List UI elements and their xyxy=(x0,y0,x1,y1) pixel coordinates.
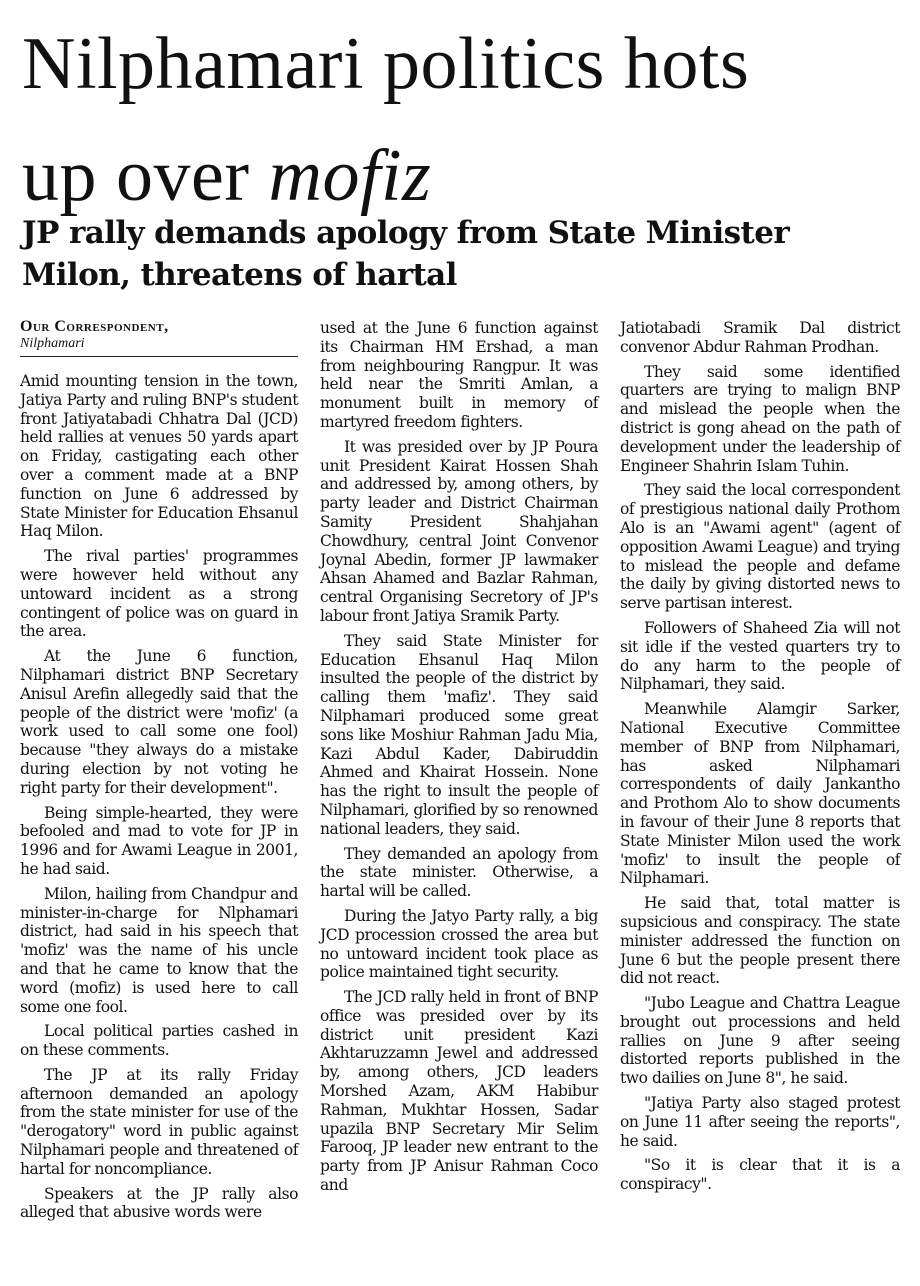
article-paragraph: It was presided over by JP Poura unit President Kairat Hossen Shah and addressed by, among others, by party leader and District Chairman Samity President Shahjahan Chowdhury, central Joint Convenor Joynal Abedin, former JP lawmaker Ahsan Ahamed and Bazlar Rahman, central Organising Secretory of JP's labour front Jatiya Sramik Party. xyxy=(320,437,598,625)
byline-author: Our Correspondent, xyxy=(20,318,169,335)
article-paragraph: Speakers at the JP rally also alleged that abusive words were xyxy=(20,1184,298,1222)
article-column-1 xyxy=(20,372,298,1228)
article-paragraph: During the Jatyo Party rally, a big JCD procession crossed the area but no untoward incident took place as police maintained tight security. xyxy=(320,906,598,982)
article-paragraph: At the June 6 function, Nilphamari district BNP Secretary Anisul Arefin allegedly said that the people of the district were 'mofiz' (a work used to call some one fool) because "they always do a mistake during election by not voting he right party for their development". xyxy=(20,647,298,797)
headline-line-1: Nilphamari politics hots xyxy=(22,23,750,105)
byline-divider xyxy=(20,356,298,357)
subheadline: JP rally demands apology from State Minister Milon, threatens of hartal xyxy=(22,215,790,293)
article-paragraph: Amid mounting tension in the town, Jatiya Party and ruling BNP's student front Jatiyatabadi Chhatra Dal (JCD) held rallies at venues 50 yards apart on Friday, castigating each other over a comment made at a BNP function on June 6 addressed by State Minister for Education Ehsanul Haq Milon. xyxy=(20,372,298,541)
article-paragraph: They said the local correspondent of prestigious national daily Prothom Alo is an "Awami agent" (agent of opposition Awami League) and trying to mislead the people and defame the daily by giving distorted news to serve partisan interest. xyxy=(620,481,900,613)
article-column-2 xyxy=(320,319,598,1201)
article-paragraph: Meanwhile Alamgir Sarker, National Executive Committee member of BNP from Nilphamari, has asked Nilphamari correspondents of daily Jankantho and Prothom Alo to show documents in favour of their June 8 reports that State Minister Milon used the work 'mofiz' to insult the people of Nilphamari. xyxy=(620,700,900,888)
article-column-3 xyxy=(620,319,900,1200)
article-paragraph: Followers of Shaheed Zia will not sit idle if the vested quarters try to do any harm to the people of Nilphamari, they said. xyxy=(620,618,900,694)
article-paragraph: "So it is clear that it is a conspiracy". xyxy=(620,1156,900,1194)
article-paragraph: The JP at its rally Friday afternoon demanded an apology from the state minister for use of the "derogatory" word in public against Nilphamari people and threatened of hartal for noncompliance. xyxy=(20,1065,298,1178)
article-paragraph: The JCD rally held in front of BNP office was presided over by its district unit president Kazi Akhtaruzzamn Jewel and addressed by, among others, JCD leaders Morshed Azam, AKM Habibur Rahman, Mukhtar Hossen, Sadar upazila BNP Secretary Mir Selim Farooq, JP leader new entrant to the party from JP Anisur Rahman Coco and xyxy=(320,988,598,1195)
headline xyxy=(22,8,902,232)
article-paragraph: They said some identified quarters are trying to malign BNP and mislead the people when the district is gong ahead on the path of development under the leadership of Engineer Shahrin Islam Tuhin. xyxy=(620,362,900,475)
headline-line-2: up over xyxy=(22,135,269,217)
article-paragraph: Being simple-hearted, they were befooled and mad to vote for JP in 1996 and for Awami League in 2001, he had said. xyxy=(20,803,298,878)
byline-dateline: Nilphamari xyxy=(20,336,85,351)
article-paragraph: He said that, total matter is supsicious and conspiracy. The state minister addressed the function on June 6 but the people present there did not react. xyxy=(620,894,900,988)
article-paragraph: The rival parties' programmes were however held without any untoward incident as a strong contingent of police was on guard in the area. xyxy=(20,547,298,641)
headline-emphasis: mofiz xyxy=(268,135,432,217)
article-paragraph: "Jatiya Party also staged protest on June 11 after seeing the reports", he said. xyxy=(620,1094,900,1150)
article-paragraph: They demanded an apology from the state minister. Otherwise, a hartal will be called. xyxy=(320,844,598,901)
article-paragraph: Local political parties cashed in on these comments. xyxy=(20,1022,298,1060)
byline-block xyxy=(20,318,300,351)
article-paragraph: They said State Minister for Education Ehsanul Haq Milon insulted the people of the district by calling them 'mafiz'. They said Nilphamari produced some great sons like Moshiur Rahman Jadu Mia, Kazi Abdul Kader, Dabiruddin Ahmed and Khairat Hossein. None has the right to insult the people of Nilphamari, glorified by so renowned national leaders, they said. xyxy=(320,631,598,838)
article-paragraph: "Jubo League and Chattra League brought out processions and held rallies on June 9 after seeing distorted reports published in the two dailies on June 8", he said. xyxy=(620,994,900,1088)
article-paragraph: Milon, hailing from Chandpur and minister-in-charge for Nlphamari district, had said in his speech that 'mofiz' was the name of his uncle and that he came to know that the word (mofiz) is used here to call some one fool. xyxy=(20,884,298,1016)
article-paragraph: used at the June 6 function against its Chairman HM Ershad, a man from neighbouring Rangpur. It was held near the Smriti Amlan, a monument built in memory of martyred freedom fighters. xyxy=(320,319,598,431)
article-paragraph: Jatiotabadi Sramik Dal district convenor Abdur Rahman Prodhan. xyxy=(620,319,900,356)
